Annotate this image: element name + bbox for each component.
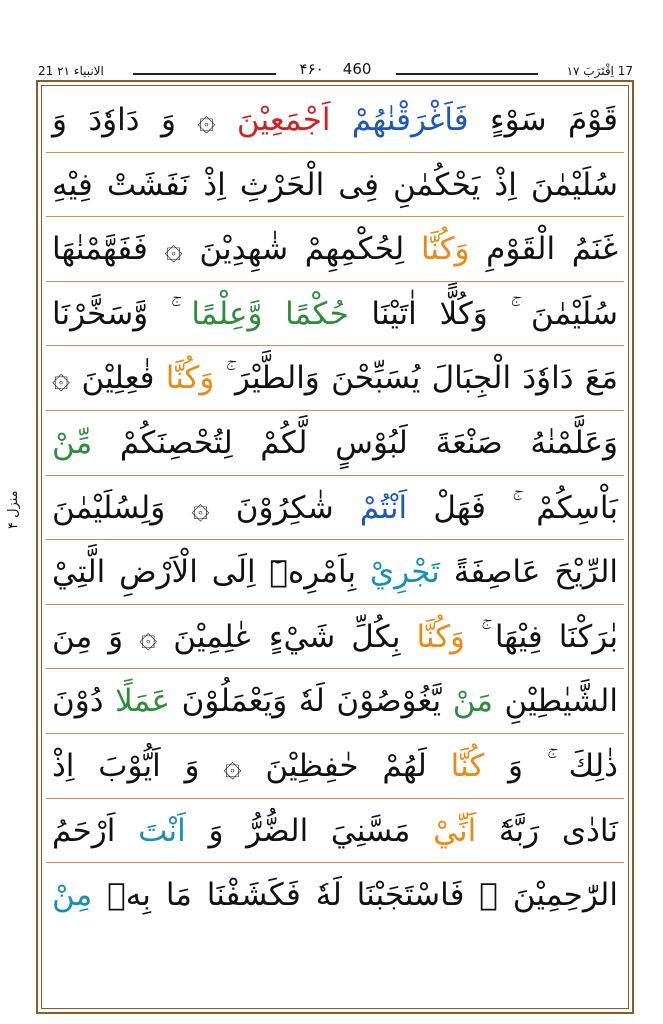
- verse-text-segment: ۚ وَّسَخَّرْنَا: [52, 295, 192, 332]
- verse-text-segment: سُلَيْمٰنَ اِذْ يَحْكُمٰنِ فِى الْحَرْثِ اِذْ نَفَشَتْ فِيْهِ: [52, 166, 618, 203]
- verse-text-segment: ۞ وَ دَاوٗدَ وَ: [52, 102, 216, 138]
- verse-text-segment: تَجْرِيْ: [369, 554, 440, 591]
- verse-text-segment: حُكْمًا وَّعِلْمًا: [191, 295, 349, 332]
- verse-text-segment: نَادٰى رَبَّهٗٓ: [476, 812, 618, 849]
- verse-text-segment: ذٰلِكَ ۚ وَ: [484, 747, 618, 784]
- header-surah-name: 21 الانبیاء ۲۱: [38, 64, 104, 78]
- verse-line: [46, 346, 624, 411]
- page-number: [38, 60, 633, 78]
- verse-text-segment: بِكُلِّ شَيْءٍ عٰلِمِيْنَ ۞ وَ مِنَ: [52, 618, 417, 655]
- verse-text-segment: قَوْمَ سَوْءٍ: [468, 102, 618, 138]
- verse-text-segment: مِّنْ: [52, 424, 93, 461]
- verse-text-segment: بَاْسِكُمْ ۚ فَهَلْ: [407, 489, 619, 526]
- verse-text-segment: فٰعِلِيْنَ ۞: [52, 360, 166, 397]
- verse-lines: [46, 88, 624, 1006]
- verse-text-segment: وَعَلَّمْنٰهُ صَنْعَةَ لَبُوْسٍ لَّكُمْ لِتُحْصِنَكُمْ: [92, 424, 618, 461]
- verse-line: [46, 734, 624, 799]
- verse-text-segment: مَعَ دَاوٗدَ الْجِبَالَ يُسَبِّحْنَ وَالطَّيْرَ ۚ: [214, 360, 618, 397]
- verse-text-segment: اَرْحَمُ: [52, 812, 139, 849]
- verse-line: [46, 605, 624, 670]
- verse-text-segment: الشَّيٰطِيْنِ: [492, 683, 618, 720]
- verse-text-segment: مَنْ: [452, 683, 493, 720]
- verse-text-segment: عَمَلًا: [115, 683, 171, 720]
- verse-text-segment: مِنْ: [52, 877, 93, 914]
- verse-line: [46, 669, 624, 734]
- verse-line: [46, 799, 624, 864]
- verse-text-segment: غَنَمُ الْقَوْمِ: [469, 231, 619, 268]
- verse-line: [46, 411, 624, 476]
- verse-text-segment: فَاَغْرَقْنٰهُمْ: [351, 102, 469, 138]
- verse-text-segment: لِحُكْمِهِمْ شٰهِدِيْنَ ۞ فَفَهَّمْنٰهَا: [52, 231, 421, 268]
- verse-text-segment: مَسَّنِيَ الضُّرُّ وَ: [185, 812, 434, 849]
- verse-text-segment: اَنْتَ: [138, 812, 186, 849]
- verse-text-segment: وَكُنَّا: [165, 360, 215, 397]
- verse-line: [46, 476, 624, 541]
- verse-text-segment: لَهُمْ حٰفِظِيْنَ ۞ وَ اَيُّوْبَ اِذْ: [52, 747, 451, 784]
- verse-text-segment: دُوْنَ: [52, 683, 116, 720]
- verse-line: [46, 217, 624, 282]
- manzil-marker: منزل ۴: [6, 490, 21, 530]
- verse-text-segment: سُلَيْمٰنَ ۚ وَكُلًّا اٰتَيْنَا: [348, 295, 618, 332]
- verse-text-segment: بِاَمْرِهٖٓ اِلَى الْاَرْضِ الَّتِيْ: [52, 554, 370, 591]
- verse-line: [46, 540, 624, 605]
- verse-line: [46, 863, 624, 928]
- verse-line: [46, 153, 624, 218]
- verse-text-segment: وَكُنَّا: [416, 618, 465, 655]
- verse-text-segment: بٰرَكْنَا فِيْهَا ۚ: [464, 618, 619, 655]
- verse-text-segment: اَنِّيْ: [433, 812, 477, 849]
- verse-text-segment: اَنْتُمْ: [359, 489, 408, 526]
- header-juz-name: 17 اِقْتَرَبَ ۱۷: [566, 64, 633, 78]
- page-number-latin: 460: [342, 60, 372, 78]
- verse-text-segment: الرِّيْحَ عَاصِفَةً: [439, 554, 619, 591]
- verse-text-segment: كُنَّا: [450, 747, 485, 784]
- verse-text-segment: يَّغُوْصُوْنَ لَهٗ وَيَعْمَلُوْنَ: [170, 683, 453, 720]
- verse-text-segment: اَجْمَعِيْنَ: [215, 102, 352, 138]
- page-frame: [36, 80, 634, 1014]
- verse-line: [46, 88, 624, 153]
- verse-line: [46, 282, 624, 347]
- verse-text-segment: شٰكِرُوْنَ ۞ وَلِسُلَيْمٰنَ: [52, 489, 360, 526]
- page-number-arabic: ۴۶۰: [299, 60, 324, 78]
- verse-text-segment: وَكُنَّا: [420, 231, 470, 268]
- verse-text-segment: الرّٰحِمِيْنَ ۞ فَاسْتَجَبْنَا لَهٗ فَكَشَفْنَا مَا بِهٖ: [92, 877, 618, 914]
